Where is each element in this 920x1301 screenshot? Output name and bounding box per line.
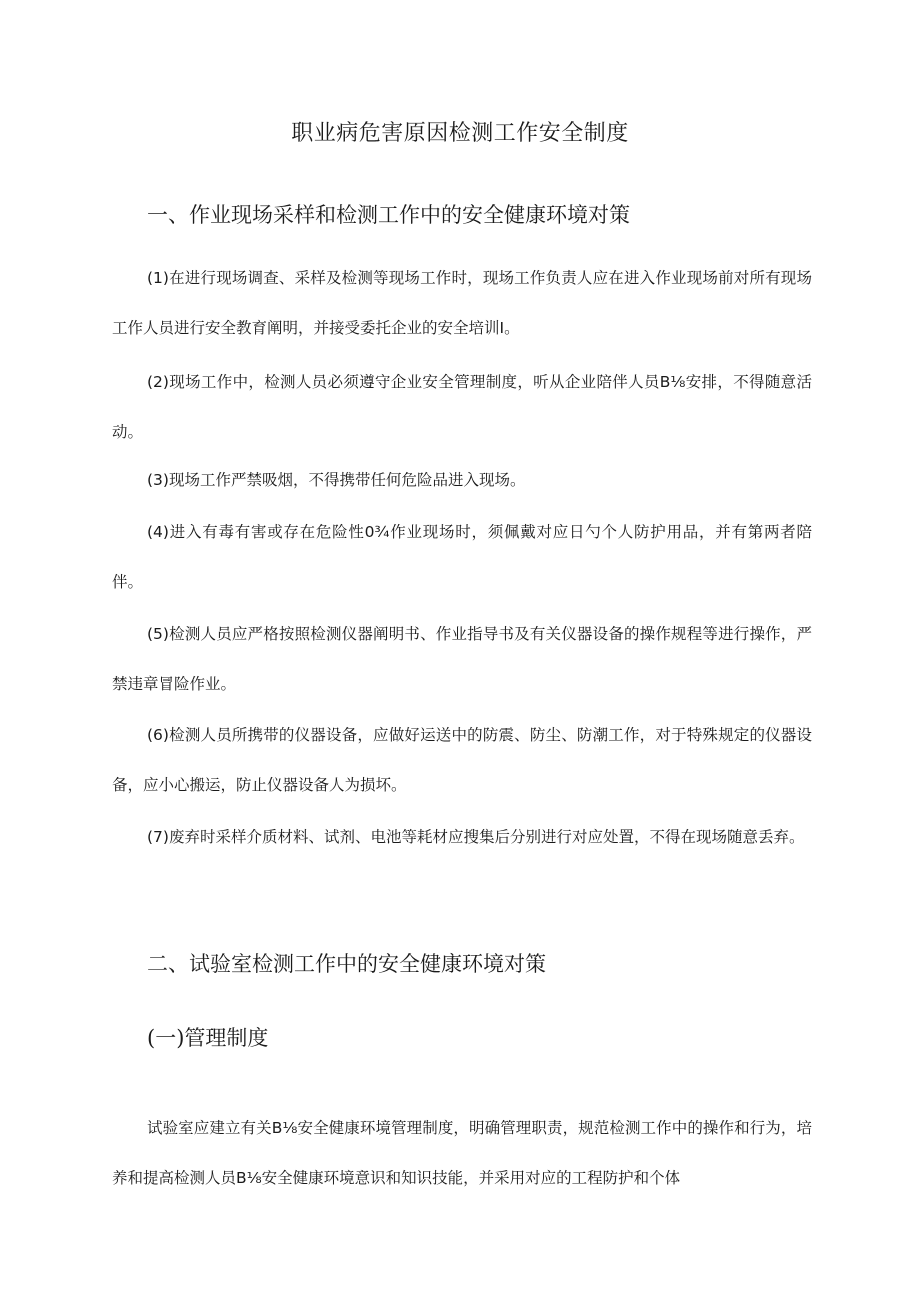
subsection-1-heading: (一)管理制度 — [147, 1026, 269, 1050]
section-1-item-7: (7)废弃时采样介质材料、试剂、电池等耗材应搜集后分别进行对应处置，不得在现场随意丢弃。 — [147, 828, 805, 846]
section-1-item-4: (4)进入有毒有害或存在危险性0¾作业现场时，须佩戴对应日勺个人防护用品，并有第两者陪伴。 — [112, 523, 812, 591]
section-2-heading: 二、试验室检测工作中的安全健康环境对策 — [147, 952, 546, 976]
section-1-item-3: (3)现场工作严禁吸烟，不得携带任何危险品进入现场。 — [147, 471, 526, 489]
section-1-item-6: (6)检测人员所携带的仪器设备，应做好运送中的防震、防尘、防潮工作，对于特殊规定的仪器设备，应小心搬运，防止仪器设备人为损坏。 — [112, 726, 812, 794]
subsection-1-paragraph: 试验室应建立有关B⅛安全健康环境管理制度，明确管理职责，规范检测工作中的操作和行为，培养和提高检测人员B⅛安全健康环境意识和知识技能，并采用对应的工程防护和个体 — [112, 1119, 812, 1187]
section-1-item-1: (1)在进行现场调查、采样及检测等现场工作时，现场工作负责人应在进入作业现场前对所有现场工作人员进行安全教育阐明，并接受委托企业的安全培训I。 — [112, 269, 812, 337]
section-1-item-2: (2)现场工作中，检测人员必须遵守企业安全管理制度，听从企业陪伴人员B⅛安排，不得随意活动。 — [112, 373, 812, 441]
section-1-heading: 一、作业现场采样和检测工作中的安全健康环境对策 — [147, 203, 630, 227]
document-title: 职业病危害原因检测工作安全制度 — [291, 121, 629, 146]
section-1-item-5: (5)检测人员应严格按照检测仪器阐明书、作业指导书及有关仪器设备的操作规程等进行操作，严禁违章冒险作业。 — [112, 625, 812, 693]
